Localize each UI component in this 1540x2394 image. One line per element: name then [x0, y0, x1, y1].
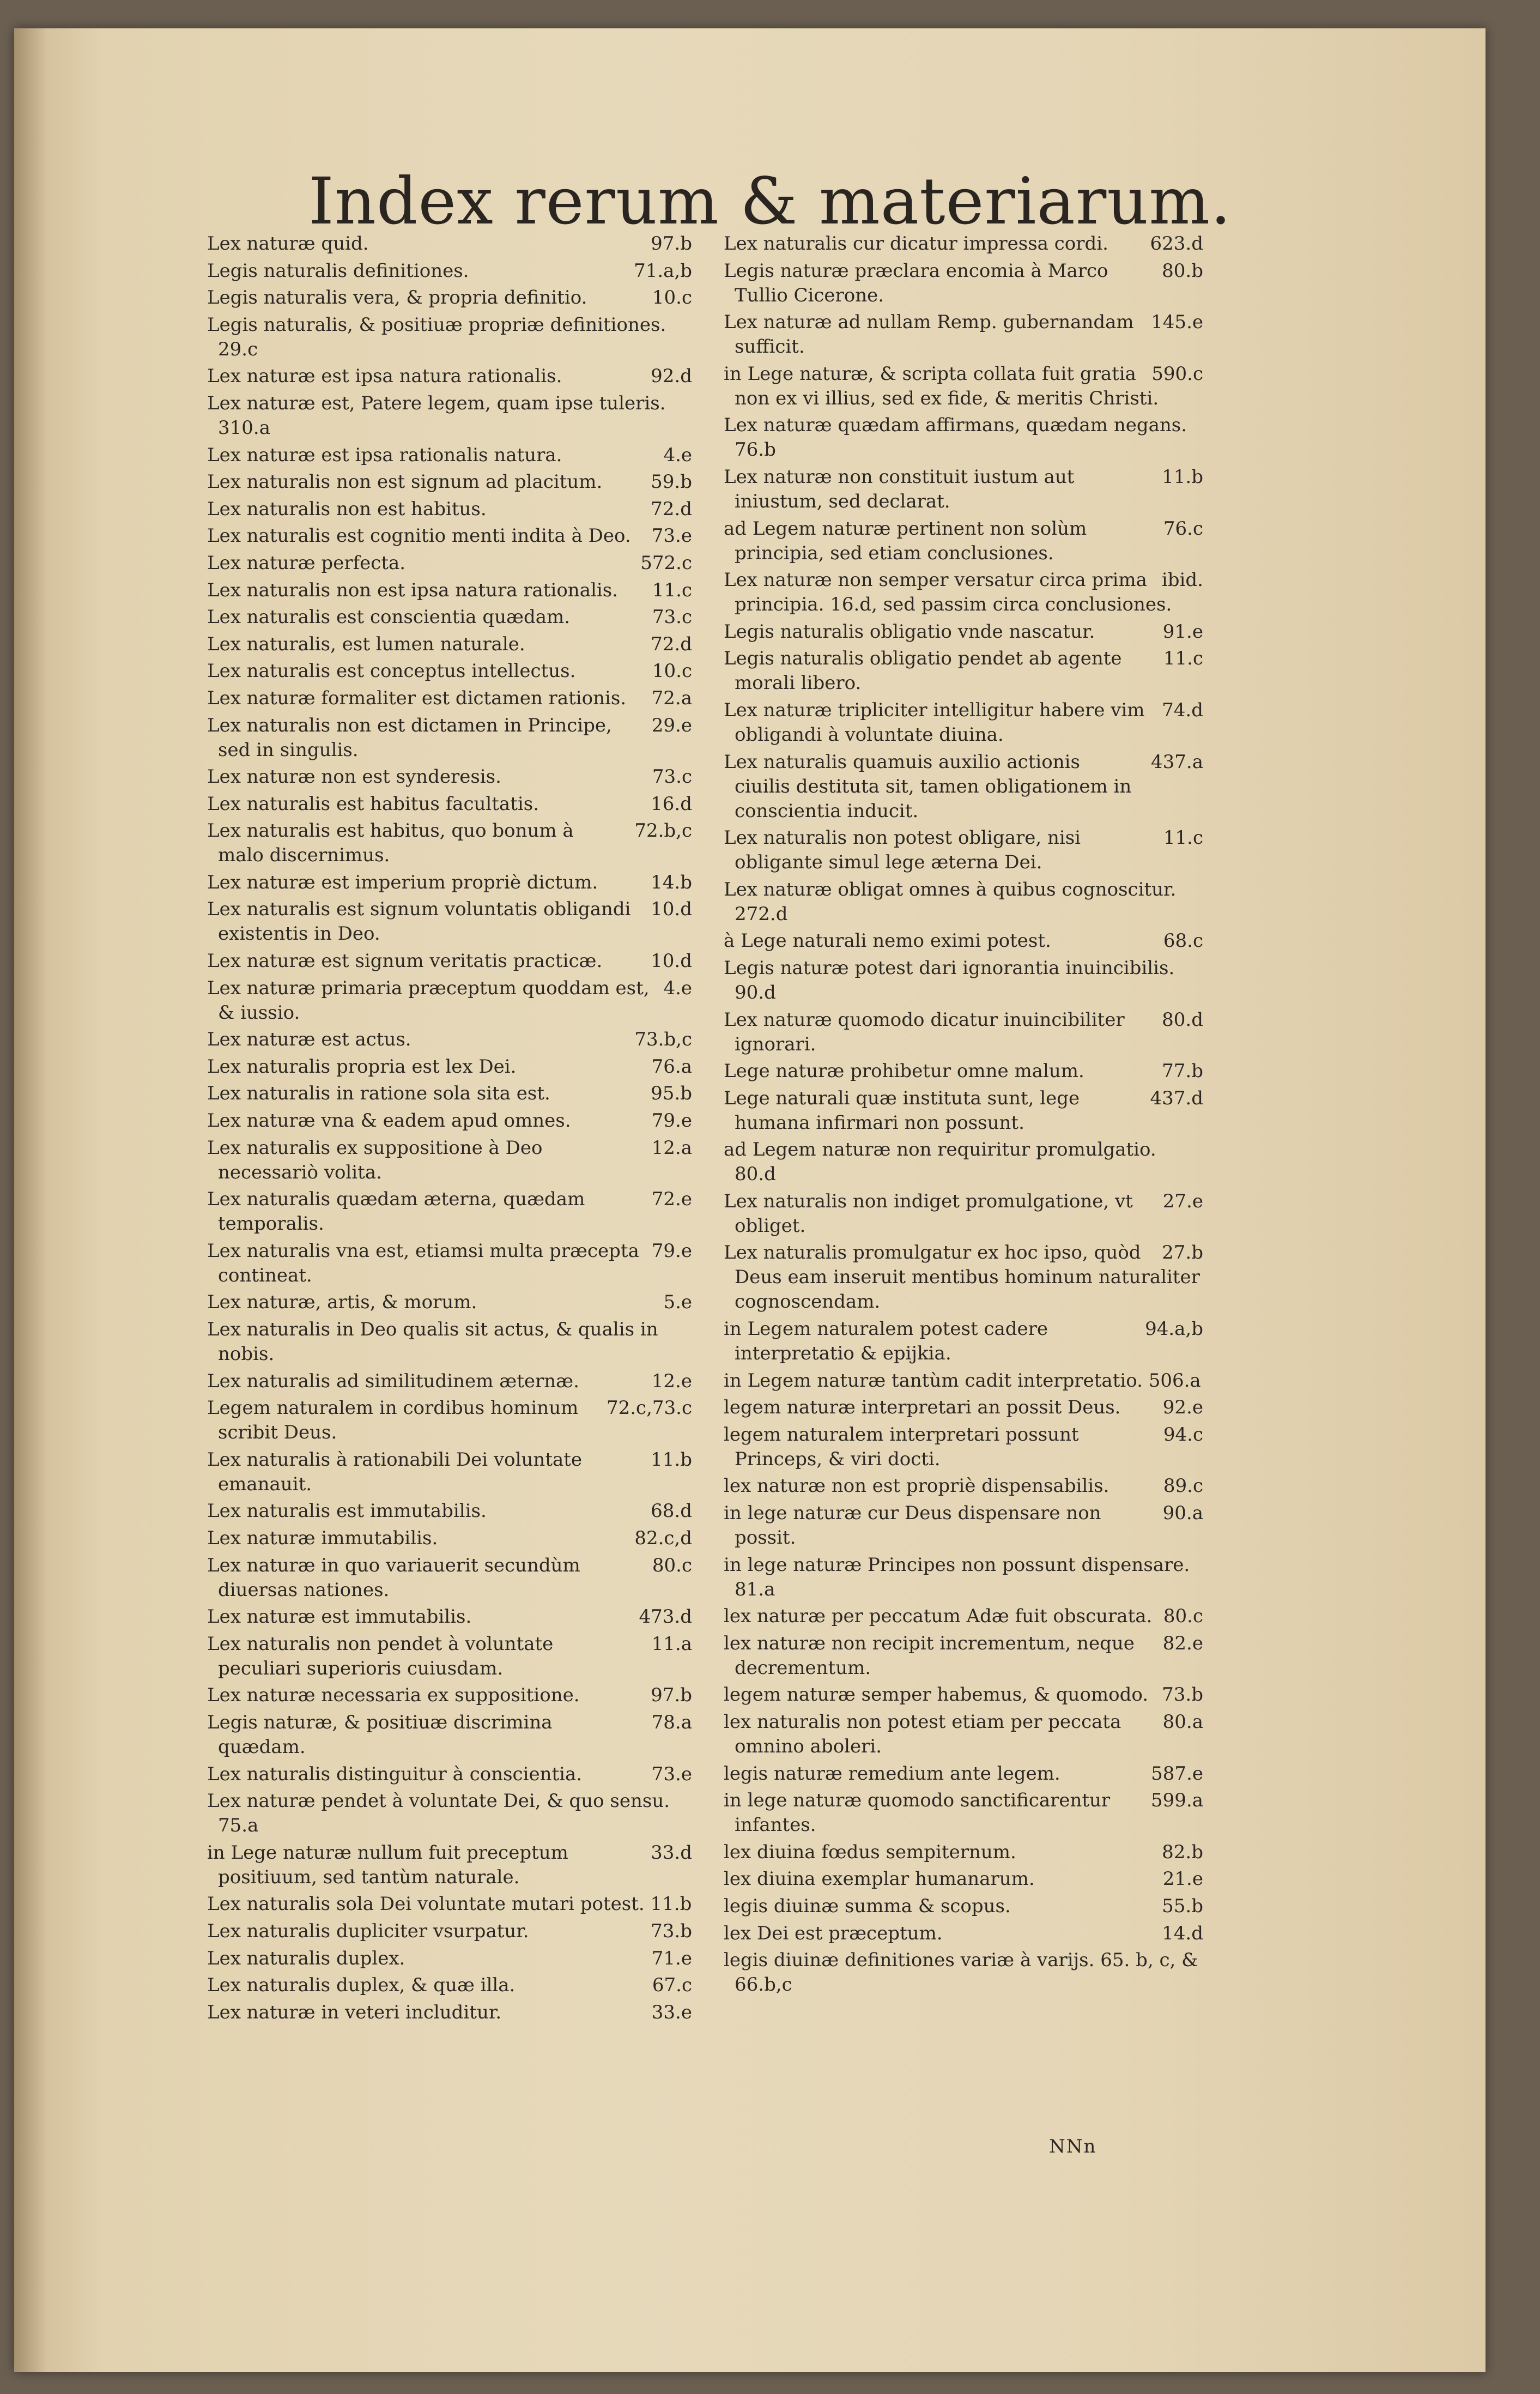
index-entry-text: Lex naturæ formaliter est dictamen rationis.: [207, 687, 627, 709]
index-entry-text: Lex naturalis in ratione sola sita est.: [207, 1083, 550, 1105]
index-entry-text: lex naturæ non est propriè dispensabilis.: [724, 1475, 1109, 1497]
index-entry-reference: 21.e: [1162, 1868, 1203, 1890]
index-entry-text: Lex naturæ tripliciter intelligitur habere vim obligandi à voluntate diuina.: [724, 699, 1145, 746]
index-entry-reference: 11.c: [1163, 648, 1203, 670]
index-entry-text: ad Legem naturæ pertinent non solùm principia, sed etiam conclusiones.: [724, 517, 1087, 564]
index-entry: [724, 1423, 1209, 1472]
index-entry-reference: 437.a: [1151, 751, 1203, 773]
index-entry-text: Lex naturalis est habitus facultatis.: [207, 793, 539, 815]
index-entry-reference: 95.b: [651, 1083, 692, 1105]
index-entry-reference: 97.b: [651, 1684, 692, 1707]
index-entry-text: ad Legem naturæ non requiritur promulgatio. 80.d: [724, 1139, 1156, 1186]
index-entry-reference: 11.b: [1162, 466, 1203, 488]
index-entry-text: lex naturæ per peccatum Adæ fuit obscurata.: [724, 1605, 1153, 1628]
index-entry-reference: 74.d: [1162, 699, 1203, 721]
index-entry: [207, 1683, 698, 1708]
index-entry-reference: 27.e: [1162, 1190, 1203, 1212]
index-entry: [207, 765, 698, 789]
index-entry-reference: 80.d: [1162, 1008, 1203, 1031]
index-entry-text: legis naturæ remedium ante legem.: [724, 1762, 1060, 1785]
index-entry-text: à Lege naturali nemo eximi potest.: [724, 930, 1051, 952]
index-entry-text: Lex naturæ quid.: [207, 233, 369, 255]
index-entry: [724, 1788, 1209, 1837]
index-entry: [724, 1138, 1209, 1187]
index-entry-text: Lex naturalis, est lumen naturale.: [207, 633, 525, 655]
index-entry: [207, 632, 698, 657]
index-entry-reference: 5.e: [663, 1291, 692, 1314]
index-entry-reference: 72.a: [651, 687, 692, 709]
index-entry-text: Lex naturalis ex suppositione à Deo necessariò volita.: [207, 1136, 543, 1183]
index-entry: [207, 686, 698, 711]
index-entry-text: Lex naturæ est ipsa rationalis natura.: [207, 444, 562, 466]
index-entry-text: Lex naturæ in quo variauerit secundùm diuersas nationes.: [207, 1554, 580, 1601]
index-entry-reference: 91.e: [1162, 620, 1203, 643]
index-entry: [724, 1921, 1209, 1946]
index-entry: [207, 870, 698, 895]
index-entry-reference: 82.e: [1162, 1632, 1203, 1654]
index-entry-reference: 82.b: [1162, 1841, 1203, 1863]
index-entry: [207, 1027, 698, 1052]
index-entry-text: Lex naturalis duplex, & quæ illa.: [207, 1974, 516, 1997]
index-entry-text: Legis naturæ potest dari ignorantia inuincibilis. 90.d: [724, 957, 1175, 1003]
index-entry-reference: 80.c: [1163, 1605, 1203, 1628]
index-entry-text: Lex naturæ est immutabilis.: [207, 1606, 472, 1628]
index-entry: [724, 750, 1209, 824]
index-entry-reference: ibid.: [1161, 569, 1203, 591]
index-entry-reference: 79.e: [651, 1240, 692, 1262]
index-entry-text: in lege naturæ cur Deus dispensare non possit.: [724, 1502, 1101, 1549]
index-entry-reference: 4.e: [663, 977, 692, 999]
index-entry: [207, 364, 698, 389]
index-entry-reference: 572.c: [640, 552, 692, 574]
index-entry-text: Lex naturæ non constituit iustum aut iniustum, sed declarat.: [724, 466, 1075, 512]
index-entry: [724, 826, 1209, 875]
index-entry: [207, 1946, 698, 1971]
index-entry-text: legem naturalem interpretari possunt Princeps, & viri docti.: [724, 1423, 1079, 1470]
index-entry: [724, 1008, 1209, 1057]
index-entry-reference: 73.b,c: [634, 1029, 692, 1051]
index-entry-reference: 92.d: [651, 365, 692, 388]
index-entry-reference: 14.d: [1162, 1922, 1203, 1944]
index-entry: [724, 1867, 1209, 1891]
index-entry: [724, 1241, 1209, 1314]
index-entry-reference: 78.a: [651, 1711, 692, 1733]
index-entry: [207, 1187, 698, 1236]
index-entry: [724, 1710, 1209, 1759]
index-entry: [724, 1501, 1209, 1550]
index-entry: [207, 1762, 698, 1787]
index-entry-text: Legis naturalis definitiones.: [207, 259, 469, 282]
index-entry: [724, 1948, 1209, 1997]
index-entry-reference: 10.d: [651, 950, 692, 972]
index-entry-text: Lex naturæ perfecta.: [207, 552, 406, 574]
index-entry-reference: 82.c,d: [634, 1527, 692, 1549]
index-entry: [207, 391, 698, 440]
index-entry: [207, 1396, 698, 1445]
index-entry-text: Lex naturalis non est ipsa natura rationalis.: [207, 579, 618, 601]
index-entry: [207, 2000, 698, 2025]
index-entry-reference: 14.b: [651, 871, 692, 893]
index-entry-reference: 90.a: [1162, 1502, 1203, 1525]
index-entry-text: in lege naturæ Principes non possunt dispensare. 81.a: [724, 1553, 1190, 1600]
index-entry-text: lex naturalis non potest etiam per peccata omnino aboleri.: [724, 1711, 1121, 1757]
index-entry-reference: 11.c: [652, 579, 692, 601]
index-entry: [724, 698, 1209, 747]
index-entry: [724, 1840, 1209, 1865]
index-entry: [724, 1762, 1209, 1786]
index-entry: [207, 232, 698, 256]
index-entry-reference: 71.e: [651, 1947, 692, 1969]
index-entry-text: lex naturæ non recipit incrementum, neque decrementum.: [724, 1632, 1135, 1679]
index-entry: [207, 1526, 698, 1551]
index-entry: [724, 1317, 1209, 1366]
index-entry-text: in Legem naturalem potest cadere interpretatio & epijkia.: [724, 1318, 1048, 1365]
index-entry: [207, 1553, 698, 1603]
index-entry: [724, 517, 1209, 566]
index-entry-text: lex diuina exemplar humanarum.: [724, 1868, 1035, 1890]
index-entry-text: in Lege naturæ, & scripta collata fuit gratia non ex vi illius, sed ex fide, & meritis Christi.: [724, 362, 1159, 409]
index-entry-text: Lex naturæ est actus.: [207, 1029, 411, 1051]
index-entry: [207, 1710, 698, 1760]
index-entry-text: Lex naturalis non est signum ad placitum.: [207, 471, 603, 493]
index-entry-reference: 12.e: [651, 1370, 692, 1392]
index-entry-text: Lex naturalis in Deo qualis sit actus, & qualis in nobis.: [207, 1319, 658, 1365]
page-title: Index rerum & materiarum.: [308, 164, 1232, 239]
index-entry-text: legem naturæ semper habemus, & quomodo.: [724, 1684, 1149, 1706]
index-entry: [207, 551, 698, 576]
index-entry: [724, 1369, 1209, 1393]
index-entry-text: Lex naturalis quædam æterna, quædam temporalis.: [207, 1188, 585, 1235]
index-entry: [724, 956, 1209, 1005]
index-entry: [724, 1553, 1209, 1602]
index-entry-text: Lex naturæ necessaria ex suppositione.: [207, 1684, 580, 1707]
index-entry-text: Lex naturæ in veteri includitur.: [207, 2001, 502, 2023]
index-entry-text: lex Dei est præceptum.: [724, 1922, 943, 1944]
index-entry: [207, 286, 698, 310]
index-entry-text: lex diuina fœdus sempiternum.: [724, 1841, 1016, 1863]
index-entry: [207, 470, 698, 494]
index-entry-text: Lex naturalis dupliciter vsurpatur.: [207, 1920, 529, 1942]
index-entry-reference: 12.a: [651, 1136, 692, 1159]
index-entry: [207, 1448, 698, 1497]
index-entry-reference: 68.c: [1163, 930, 1203, 952]
index-entry-text: Legis naturalis obligatio vnde nascatur.: [724, 620, 1095, 643]
index-entry-reference: 73.e: [651, 525, 692, 547]
index-entry: [724, 1474, 1209, 1498]
index-entry: [207, 714, 698, 763]
index-entry-text: Lex naturalis vna est, etiamsi multa præcepta contineat.: [207, 1240, 639, 1286]
index-entry-text: in lege naturæ quomodo sanctificarentur infantes.: [724, 1790, 1111, 1836]
index-entry-text: Lex naturæ quomodo dicatur inuincibiliter ignorari.: [724, 1008, 1125, 1055]
index-entry: [207, 1109, 698, 1133]
index-entry-reference: 437.d: [1150, 1087, 1203, 1109]
index-entry-text: Lex naturalis promulgatur ex hoc ipso, quòd Deus eam inseruit mentibus hominum naturaliter cognoscendam.: [724, 1242, 1200, 1313]
index-entry-reference: 73.c: [652, 766, 692, 788]
index-entry-text: Legis naturæ, & positiuæ discrimina quædam.: [207, 1711, 553, 1758]
index-entry-text: Lex naturæ obligat omnes à quibus cognoscitur. 272.d: [724, 878, 1177, 925]
index-entry: [724, 465, 1209, 514]
index-entry-reference: 73.b: [651, 1920, 692, 1942]
index-entry-reference: 73.e: [651, 1763, 692, 1785]
index-entry-text: Lege naturali quæ instituta sunt, lege humana infirmari non possunt.: [724, 1087, 1080, 1134]
index-entry-text: Legis naturæ præclara encomia à Marco Tullio Cicerone.: [724, 259, 1108, 306]
index-entry-reference: 80.a: [1162, 1711, 1203, 1733]
index-entry: [724, 1683, 1209, 1707]
index-entry-text: Lex naturalis est signum voluntatis obligandi existentis in Deo.: [207, 898, 631, 945]
index-entry: [207, 1317, 698, 1367]
index-entry-reference: 72.b,c: [634, 820, 692, 842]
index-entry-text: legis diuinæ definitiones variæ à varijs. 65. b, c, & 66.b,c: [724, 1949, 1198, 1996]
index-entry: [207, 1055, 698, 1079]
index-entry-reference: 10.c: [652, 287, 692, 309]
index-entry-reference: 73.b: [1162, 1684, 1203, 1706]
index-entry-text: Lex naturalis quamuis auxilio actionis ciuilis destituta sit, tamen obligationem in conscientia inducit.: [724, 751, 1132, 822]
index-entry-reference: 623.d: [1150, 233, 1203, 255]
index-entry-text: Legem naturalem in cordibus hominum scribit Deus.: [207, 1397, 579, 1444]
index-entry: [207, 1369, 698, 1394]
index-entry-text: Lex naturalis non potest obligare, nisi obligante simul lege æterna Dei.: [724, 827, 1081, 874]
index-entry-reference: 67.c: [652, 1974, 692, 1997]
index-entry-reference: 10.c: [652, 660, 692, 682]
index-entry: [724, 413, 1209, 462]
index-entry-reference: 11.b: [651, 1448, 692, 1471]
index-entry-text: Lex naturæ est signum veritatis practicæ.: [207, 950, 603, 972]
index-column-right: [724, 232, 1209, 2000]
index-entry-text: Lex naturæ est imperium propriè dictum.: [207, 871, 598, 893]
index-entry: [207, 1841, 698, 1890]
index-entry-text: Legis naturalis obligatio pendet ab agente morali libero.: [724, 648, 1122, 694]
index-entry-reference: 590.c: [1151, 362, 1203, 385]
index-entry-reference: 68.d: [651, 1500, 692, 1522]
index-entry-text: Lex naturæ ad nullam Remp. gubernandam sufficit.: [724, 311, 1134, 358]
index-entry: [207, 976, 698, 1025]
index-entry-reference: 33.d: [651, 1841, 692, 1864]
index-entry-reference: 10.d: [651, 898, 692, 921]
index-entry-reference: 11.c: [1163, 827, 1203, 849]
index-entry-text: legis diuinæ summa & scopus.: [724, 1895, 1011, 1917]
index-entry: [207, 1632, 698, 1681]
index-entry: [207, 819, 698, 868]
index-entry: [207, 1789, 698, 1838]
index-entry: [207, 659, 698, 684]
index-entry-text: Lex naturalis est conscientia quædam.: [207, 606, 571, 628]
index-entry: [207, 1081, 698, 1106]
index-column-left: [207, 232, 698, 2027]
index-entry: [724, 232, 1209, 256]
index-entry: [207, 524, 698, 548]
index-entry-reference: 16.d: [651, 793, 692, 815]
index-entry: [207, 1290, 698, 1315]
index-entry-reference: 29.e: [651, 714, 692, 736]
index-entry: [207, 605, 698, 630]
index-entry-text: Lex naturæ est ipsa natura rationalis.: [207, 365, 562, 388]
index-entry-text: Lex naturæ immutabilis.: [207, 1527, 438, 1549]
index-entry: [207, 259, 698, 283]
index-entry-reference: 89.c: [1163, 1475, 1203, 1497]
index-entry: [724, 310, 1209, 359]
index-entry-text: Lex naturæ non est synderesis.: [207, 766, 501, 788]
index-entry-text: Lex naturæ non semper versatur circa prima principia. 16.d, sed passim circa conclusiones.: [724, 569, 1172, 616]
index-entry-reference: 71.a,b: [634, 259, 692, 282]
index-entry-text: Lex naturalis à rationabili Dei voluntate emanauit.: [207, 1448, 583, 1495]
index-entry: [207, 443, 698, 468]
index-entry-reference: 76.a: [651, 1055, 692, 1078]
index-entry: [207, 578, 698, 603]
index-entry: [724, 1059, 1209, 1084]
index-entry-reference: 76.c: [1163, 517, 1203, 540]
index-entry-reference: 94.c: [1163, 1423, 1203, 1446]
signature-mark: NNn: [1049, 2136, 1097, 2157]
index-entry-reference: 80.c: [652, 1554, 692, 1576]
index-entry-text: Lex naturalis duplex.: [207, 1947, 405, 1969]
index-entry-reference: 4.e: [663, 444, 692, 466]
index-entry: [207, 897, 698, 946]
index-entry-text: Lex naturalis est cognitio menti indita à Deo.: [207, 525, 631, 547]
index-entry-reference: 27.b: [1162, 1242, 1203, 1264]
index-entry-text: Lex naturalis non indiget promulgatione, vt obliget.: [724, 1190, 1133, 1237]
index-entry-text: Legis naturalis vera, & propria definitio.: [207, 287, 587, 309]
index-entry-text: Lex naturalis est immutabilis.: [207, 1500, 487, 1522]
index-entry: [724, 1604, 1209, 1629]
index-entry-text: Lex naturæ primaria præceptum quoddam est, & iussio.: [207, 977, 650, 1024]
index-entry-text: Lex naturæ quædam affirmans, quædam negans. 76.b: [724, 414, 1187, 461]
index-entry-text: Lex naturalis sola Dei voluntate mutari potest. 11.b: [207, 1893, 692, 1915]
index-entry-reference: 145.e: [1151, 311, 1203, 334]
index-entry-reference: 80.b: [1162, 259, 1203, 282]
index-entry-text: Lex naturæ vna & eadem apud omnes.: [207, 1110, 571, 1132]
index-entry-text: in Legem naturæ tantùm cadit interpretatio. 506.a: [724, 1369, 1201, 1392]
index-entry: [207, 497, 698, 522]
page-gutter-shadow: [14, 28, 47, 2372]
index-entry: [207, 1973, 698, 1998]
index-entry-reference: 59.b: [651, 471, 692, 493]
index-entry-reference: 55.b: [1162, 1895, 1203, 1917]
index-entry-reference: 72.d: [651, 633, 692, 655]
index-entry: [207, 313, 698, 362]
index-entry-reference: 94.a,b: [1145, 1318, 1203, 1340]
index-entry: [207, 1499, 698, 1524]
index-entry-text: Lex naturalis non pendet à voluntate peculiari superioris cuiusdam.: [207, 1633, 554, 1679]
index-entry: [724, 259, 1209, 308]
index-entry: [724, 1189, 1209, 1238]
index-entry-text: Lex naturalis ad similitudinem æternæ.: [207, 1370, 579, 1392]
index-entry: [207, 1892, 698, 1917]
index-entry-text: Lex naturæ est, Patere legem, quam ipse tuleris. 310.a: [207, 392, 666, 439]
index-entry: [724, 646, 1209, 696]
index-entry: [724, 1395, 1209, 1420]
index-entry: [724, 929, 1209, 953]
index-entry-reference: 11.a: [651, 1633, 692, 1655]
index-entry-text: Lex naturalis est conceptus intellectus.: [207, 660, 576, 682]
index-entry-text: in Lege naturæ nullum fuit preceptum positiuum, sed tantùm naturale.: [207, 1841, 568, 1888]
index-entry-reference: 72.c,73.c: [606, 1397, 692, 1419]
index-entry: [207, 949, 698, 974]
index-entry-reference: 72.e: [651, 1188, 692, 1211]
index-entry: [207, 1239, 698, 1288]
index-entry-reference: 79.e: [651, 1110, 692, 1132]
index-entry-reference: 73.c: [652, 606, 692, 628]
index-entry: [724, 1894, 1209, 1919]
index-entry: [207, 792, 698, 817]
index-entry-reference: 587.e: [1151, 1762, 1203, 1785]
index-entry-text: Legis naturalis, & positiuæ propriæ definitiones. 29.c: [207, 313, 666, 360]
index-entry: [207, 1136, 698, 1185]
index-entry-reference: 72.d: [651, 498, 692, 520]
index-entry-reference: 77.b: [1162, 1060, 1203, 1083]
index-entry-text: Lex naturæ pendet à voluntate Dei, & quo sensu. 75.a: [207, 1790, 670, 1837]
index-entry: [724, 620, 1209, 644]
index-entry-text: Lege naturæ prohibetur omne malum.: [724, 1060, 1084, 1083]
index-entry: [724, 1631, 1209, 1680]
index-entry-text: legem naturæ interpretari an possit Deus.: [724, 1396, 1121, 1419]
index-entry-reference: 473.d: [639, 1606, 692, 1628]
index-entry-text: Lex naturalis est habitus, quo bonum à malo discernimus.: [207, 820, 574, 867]
index-entry: [724, 362, 1209, 411]
index-entry: [207, 1605, 698, 1629]
index-entry-text: Lex naturalis non est dictamen in Principe, sed in singulis.: [207, 714, 612, 761]
index-entry-text: Lex naturalis cur dicatur impressa cordi.: [724, 233, 1108, 255]
index-entry-text: Lex naturæ, artis, & morum.: [207, 1291, 477, 1314]
index-entry-reference: 599.a: [1151, 1790, 1203, 1812]
index-entry: [724, 568, 1209, 617]
index-entry: [207, 1919, 698, 1944]
index-entry-text: Lex naturalis propria est lex Dei.: [207, 1055, 517, 1078]
index-entry-reference: 97.b: [651, 233, 692, 255]
index-entry-reference: 92.e: [1162, 1396, 1203, 1419]
index-entry-text: Lex naturalis non est habitus.: [207, 498, 487, 520]
index-entry-reference: 33.e: [651, 2001, 692, 2023]
index-entry: [724, 1086, 1209, 1135]
index-entry-text: Lex naturalis distinguitur à conscientia.: [207, 1763, 583, 1785]
index-entry: [724, 878, 1209, 927]
